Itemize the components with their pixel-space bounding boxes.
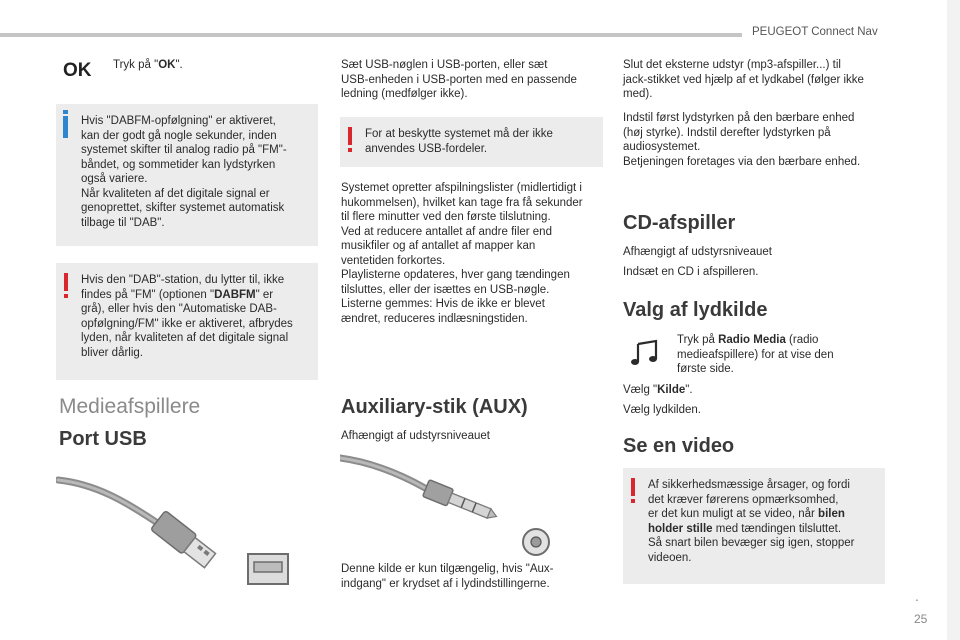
select-source: Vælg lydkilden. [623,404,701,416]
header-rule [0,33,742,37]
radio-media-instruction: Tryk på Radio Media (radio medieafspillere) for at vise den første side. [677,334,834,375]
music-note-icon [630,338,660,368]
section-title-media: Medieafspillere [59,395,201,418]
info-icon [63,116,68,138]
page-number: 25 [914,612,928,626]
ok-button-label: OK [63,60,92,81]
warning-box-text: Af sikkerhedsmæssige årsager, og fordi det kræver førerens opmærksomhed, er det kun muligt at se video, når bilen holder stille med tændingen tilsluttet. Så snart bilen bevæger sig igen, stopper videoen. [648,479,855,564]
warning-box-dab [56,263,318,380]
info-box-dabfm [56,104,318,246]
aux-title: Auxiliary-stik (AUX) [341,396,528,418]
warning-icon [63,273,69,301]
warning-icon [347,127,353,155]
info-box-text: Hvis "DABFM-opfølgning" er aktiveret, kan der godt gå nogle sekunder, inden systemet skifter til analog radio på "FM"- båndet, og sommetider kan lydstyrken også variere. Når kvaliteten af det digitale signal er genoprettet, skifter systemet automatisk tilbage til "DAB". [81,115,287,229]
ok-instruction: Tryk på "OK". [113,59,183,71]
playlist-paragraph: Systemet opretter afspilningslister (midlertidigt i hukommelsen), hvilket kan tage fra få sekunder til flere minutter ved den første tilslutning. Ved at reducere antallet af andre filer end musikfiler og af antallet af mapper kan ventetiden forkortes. Playlisterne opdateres, hver gang tændingen tilsluttes, eller der isættes en USB-nøgle. Listerne gemmes: Hvis de ikke er blevet ændret, reduceres indlæsningstiden. [341,182,583,325]
aux-availability: Afhængigt af udstyrsniveauet [341,430,490,442]
audio-jack-icon [340,450,572,560]
cd-availability: Afhængigt af udstyrsniveauet [623,246,772,258]
video-title: Se en video [623,435,735,457]
volume-paragraph: Indstil først lydstyrken på den bærbare enhed (høj styrke). Indstil derefter lydstyrken på audiosystemet. Betjeningen foretages via den bærbare enhed. [623,112,861,168]
external-device-paragraph: Slut det eksterne udstyr (mp3-afspiller...) til jack-stikket ved hjælp af et lydkabel (følger ikke med). [623,59,864,100]
page-edge-strip [947,0,960,640]
footer-dot: . [915,588,919,604]
usb-instruction: Sæt USB-nøglen i USB-porten, eller sæt USB-enheden i USB-porten med en passende ledning (medfølger ikke). [341,59,577,100]
usb-cable-icon [56,462,318,590]
usb-title: Port USB [59,428,147,450]
select-kilde: Vælg "Kilde". [623,384,693,396]
usb-port-icon [248,554,288,584]
jack-socket-icon [523,529,549,555]
warning-box-text: Hvis den "DAB"-station, du lytter til, ikke findes på "FM" (optionen "DABFM" er grå), eller hvis den "Automatiske DAB- opfølgning/FM" ikke er aktiveret, afbrydes lyden, når kvaliteten af det digitale signal bliver dårlig. [81,274,293,359]
cd-title: CD-afspiller [623,212,736,234]
cd-insert: Indsæt en CD i afspilleren. [623,266,759,278]
warning-box-video [623,468,885,584]
warning-box-usb-hub [340,117,603,167]
source-title: Valg af lydkilde [623,299,768,321]
header-title: PEUGEOT Connect Nav [752,26,878,38]
warning-box-text: For at beskytte systemet må der ikke anvendes USB-fordeler. [365,128,553,155]
aux-note: Denne kilde er kun tilgængelig, hvis "Aux- indgang" er krydset af i lydindstillingerne. [341,563,554,590]
warning-icon [630,478,636,506]
